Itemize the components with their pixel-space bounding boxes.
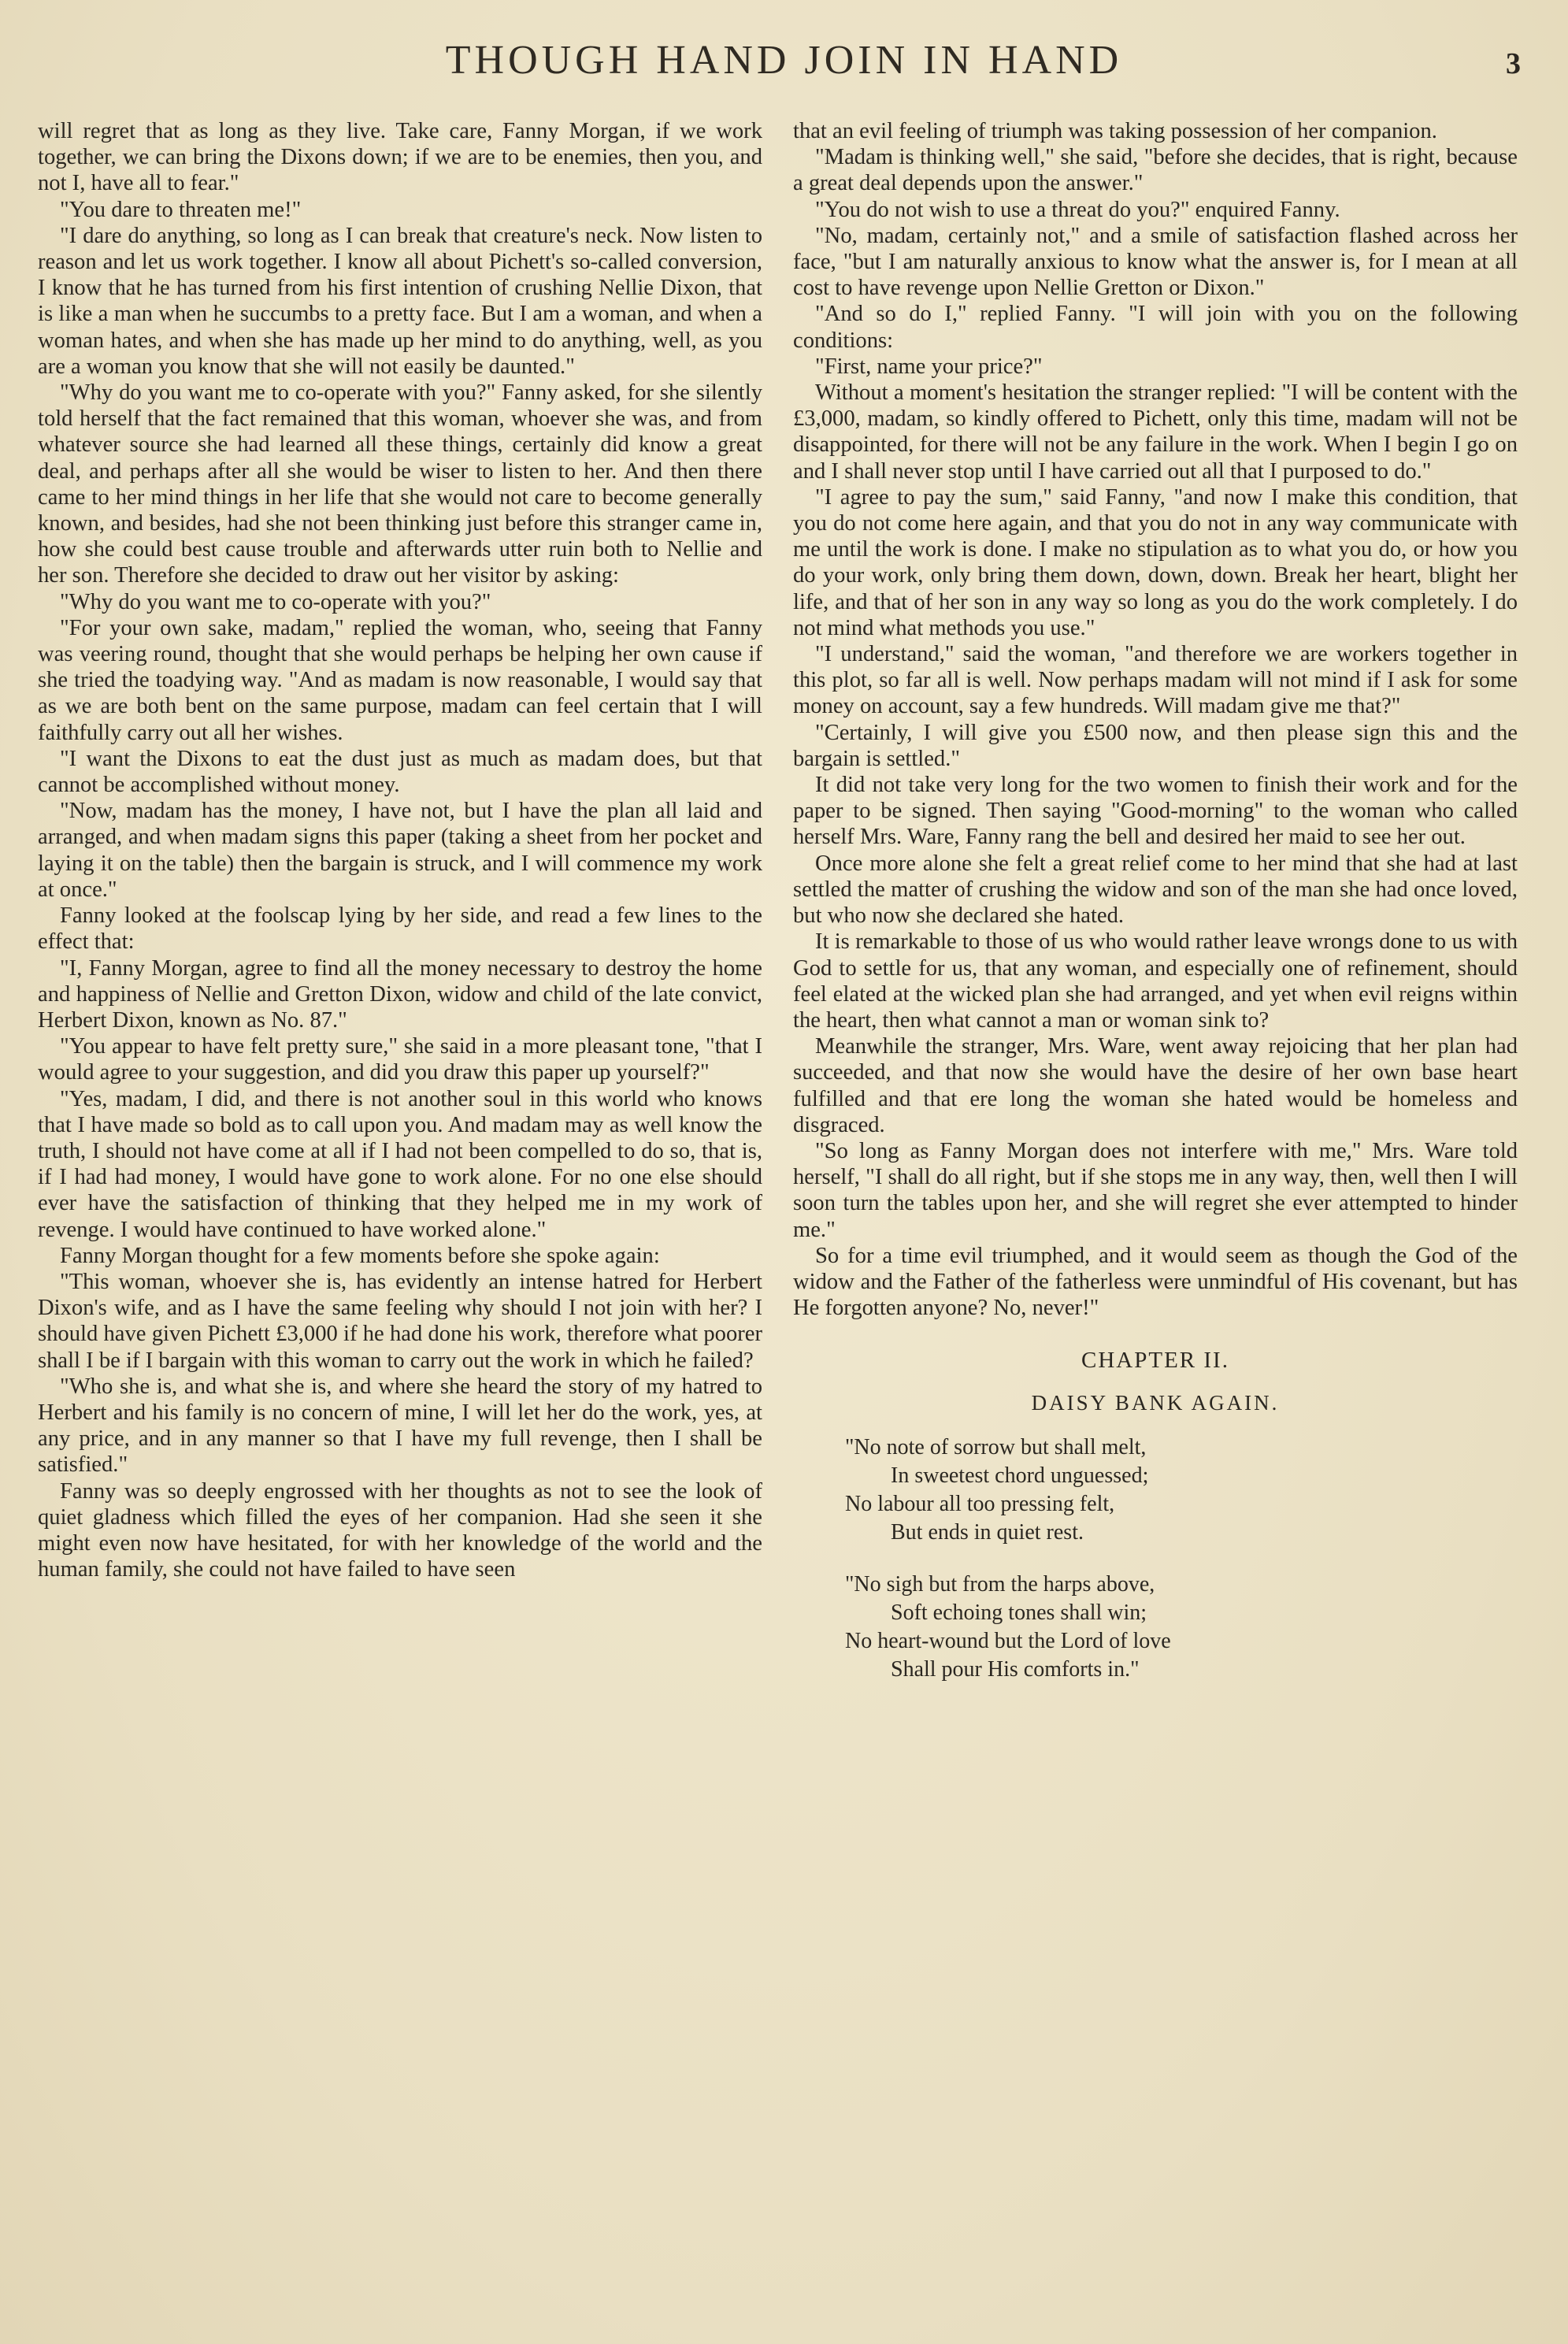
paragraph: Without a moment's hesitation the stranger replied: "I will be content with the £3,000, madam, so kindly offered to Pichett, only this time, madam will not be disappointed, for there will not be any failure in the work. When I begin I go on and I shall never stop until I have carried out all that I purposed to do."	[793, 380, 1518, 484]
paragraph: "I agree to pay the sum," said Fanny, "and now I make this condition, that you do not come here again, and that you do not in any way communicate with me until the work is done. I make no stipulation as to what you do, or how you do your work, only bring them down, down, down. Break her heart, blight her life, and that of her son in any way so long as you do the work completely. I do not mind what methods you use."	[793, 484, 1518, 640]
paragraph: Fanny looked at the foolscap lying by her side, and read a few lines to the effect that:	[38, 903, 762, 955]
paragraph: "Who she is, and what she is, and where she heard the story of my hatred to Herbert and his family is no concern of mine, I will let her do the work, yes, at any price, and in any manner so that I have my full revenge, then I shall be satisfied."	[38, 1374, 762, 1478]
poem-line: In sweetest chord unguessed;	[891, 1463, 1149, 1488]
paragraph: "So long as Fanny Morgan does not interfere with me," Mrs. Ware told herself, "I shall do all right, but if she stops me in any way, then, well then I will soon turn the tables upon her, and she will regret she ever attempted to hinder me."	[793, 1138, 1518, 1242]
paragraph: "I dare do anything, so long as I can break that creature's neck. Now listen to reason and let us work together. I know all about Pichett's so-called conversion, I know that he has turned from his first intention of crushing Nellie Dixon, that is like a man when he succumbs to a pretty face. But I am a woman, and when a woman hates, and when she has made up her mind to do anything, well, as you are a woman you know that she will not easily be daunted."	[38, 223, 762, 379]
paragraph: will regret that as long as they live. Take care, Fanny Morgan, if we work together, we can bring the Dixons down; if we are to be enemies, then you, and not I, have all to fear."	[38, 119, 762, 196]
paragraph: It is remarkable to those of us who would rather leave wrongs done to us with God to settle for us, that any woman, and especially one of refinement, should feel elated at the wicked plan she had arranged, and yet when evil reigns within the heart, then what cannot a man or woman sink to?	[793, 929, 1518, 1033]
page-number: 3	[1506, 47, 1521, 80]
paragraph: Fanny Morgan thought for a few moments before she spoke again:	[60, 1243, 660, 1268]
paragraph: "Why do you want me to co-operate with you?" Fanny asked, for she silently told herself that the fact remained that this woman, whoever she was, and from whatever source she had learned all these things, certainly did know a great deal, and perhaps after all she would be wiser to listen to her. And then there came to her mind things in her life that she would not care to become generally known, and besides, had she not been thinking just before this stranger came in, how she could best cause trouble and afterwards utter ruin both to Nellie and her son. Therefore she decided to draw out her visitor by asking:	[38, 380, 762, 588]
poem-line: No heart-wound but the Lord of love	[845, 1628, 1171, 1653]
poem-line: Soft echoing tones shall win;	[891, 1600, 1147, 1625]
poem-line: "No note of sorrow but shall melt,	[845, 1434, 1147, 1459]
paragraph: "You dare to threaten me!"	[60, 197, 302, 222]
paragraph: "Certainly, I will give you £500 now, and then please sign this and the bargain is settled."	[793, 720, 1518, 771]
running-header	[0, 33, 1568, 88]
paragraph: "Now, madam has the money, I have not, but I have the plan all laid and arranged, and when madam signs this paper (taking a sheet from her pocket and laying it on the table) then the bargain is struck, and I will commence my work at once."	[38, 799, 762, 902]
paragraph: "Yes, madam, I did, and there is not another soul in this world who knows that I have made so bold as to call upon you. And madam may as well know the truth, I should not have come at all if I had not been compelled to do so, that is, if I had had money, I would have gone to work alone. For no one else should ever have the satisfaction of thinking that they helped me in my work of revenge. I would have continued to have worked alone."	[38, 1086, 762, 1242]
chapter-subtitle: DAISY BANK AGAIN.	[1031, 1390, 1280, 1415]
paragraph: "Why do you want me to co-operate with you?"	[60, 589, 491, 614]
paragraph: It did not take very long for the two women to finish their work and for the paper to be signed. Then saying "Good-morning" to the woman who called herself Mrs. Ware, Fanny rang the bell and desired her maid to see her out.	[793, 773, 1518, 850]
paragraph: "I understand," said the woman, "and therefore we are workers together in this plot, so far all is well. Now perhaps madam will not mind if I ask for some money on account, say a few hundreds. Will madam give me that?"	[793, 642, 1518, 719]
right-column	[793, 118, 1518, 2190]
left-column	[38, 118, 762, 2190]
poem-stanza	[845, 1433, 1518, 1547]
paragraph: So for a time evil triumphed, and it would seem as though the God of the widow and the Father of the fatherless were unmindful of His covenant, but has He forgotten anyone? No, never!"	[793, 1243, 1518, 1321]
paragraph: "I want the Dixons to eat the dust just as much as madam does, but that cannot be accomplished without money.	[38, 746, 762, 798]
paragraph: "This woman, whoever she is, has evidently an intense hatred for Herbert Dixon's wife, and as I have the same feeling why should I not join with her? I should have given Pichett £3,000 if he had done his work, therefore what poorer shall I be if I bargain with this woman to carry out the work in which he failed?	[38, 1269, 762, 1373]
poem-line: "No sigh but from the harps above,	[845, 1571, 1155, 1597]
poem-line: No labour all too pressing felt,	[845, 1491, 1115, 1516]
paragraph: "And so do I," replied Fanny. "I will join with you on the following conditions:	[793, 302, 1518, 353]
poem-line: But ends in quiet rest.	[891, 1519, 1084, 1545]
paragraph: Once more alone she felt a great relief come to her mind that she had at last settled the matter of crushing the widow and son of the man she had once loved, but who now she declared she hated.	[793, 851, 1518, 929]
running-title: THOUGH HAND JOIN IN HAND	[445, 38, 1123, 83]
poem-line: Shall pour His comforts in."	[891, 1656, 1140, 1682]
paragraph: "You appear to have felt pretty sure," she said in a more pleasant tone, "that I would agree to your suggestion, and did you draw this paper up yourself?"	[38, 1034, 762, 1085]
paragraph: "You do not wish to use a threat do you?" enquired Fanny.	[815, 197, 1340, 222]
chapter-heading: CHAPTER II.	[1081, 1348, 1229, 1374]
paragraph: that an evil feeling of triumph was taking possession of her companion.	[793, 119, 1437, 143]
epigraph-poem	[845, 1433, 1518, 1684]
paragraph: Meanwhile the stranger, Mrs. Ware, went away rejoicing that her plan had succeeded, and that now she would have the desire of her own base heart fulfilled and that ere long the woman she hated would be homeless and disgraced.	[793, 1034, 1518, 1137]
paragraph: "No, madam, certainly not," and a smile of satisfaction flashed across her face, "but I am naturally anxious to know what the answer is, for I mean at all cost to have revenge upon Nellie Gretton or Dixon."	[793, 223, 1518, 301]
paragraph: Fanny was so deeply engrossed with her thoughts as not to see the look of quiet gladness which filled the eyes of her companion. Had she seen it she might even now have hesitated, for with her knowledge of the world and the human family, she could not have failed to have seen	[38, 1478, 762, 1582]
paragraph: "Madam is thinking well," she said, "before she decides, that is right, because a great deal depends upon the answer."	[793, 145, 1518, 196]
paragraph: "I, Fanny Morgan, agree to find all the money necessary to destroy the home and happiness of Nellie and Gretton Dixon, widow and child of the late convict, Herbert Dixon, known as No. 87."	[38, 955, 762, 1033]
paragraph: "First, name your price?"	[815, 354, 1043, 379]
paragraph: "For your own sake, madam," replied the woman, who, seeing that Fanny was veering round, thought that she would perhaps be helping her own cause if she tried the toadying way. "And as madam is now reasonable, I would say that as we are both bent on the same purpose, madam can feel certain that I will faithfully carry out all her wishes.	[38, 615, 762, 745]
poem-stanza	[845, 1571, 1518, 1684]
